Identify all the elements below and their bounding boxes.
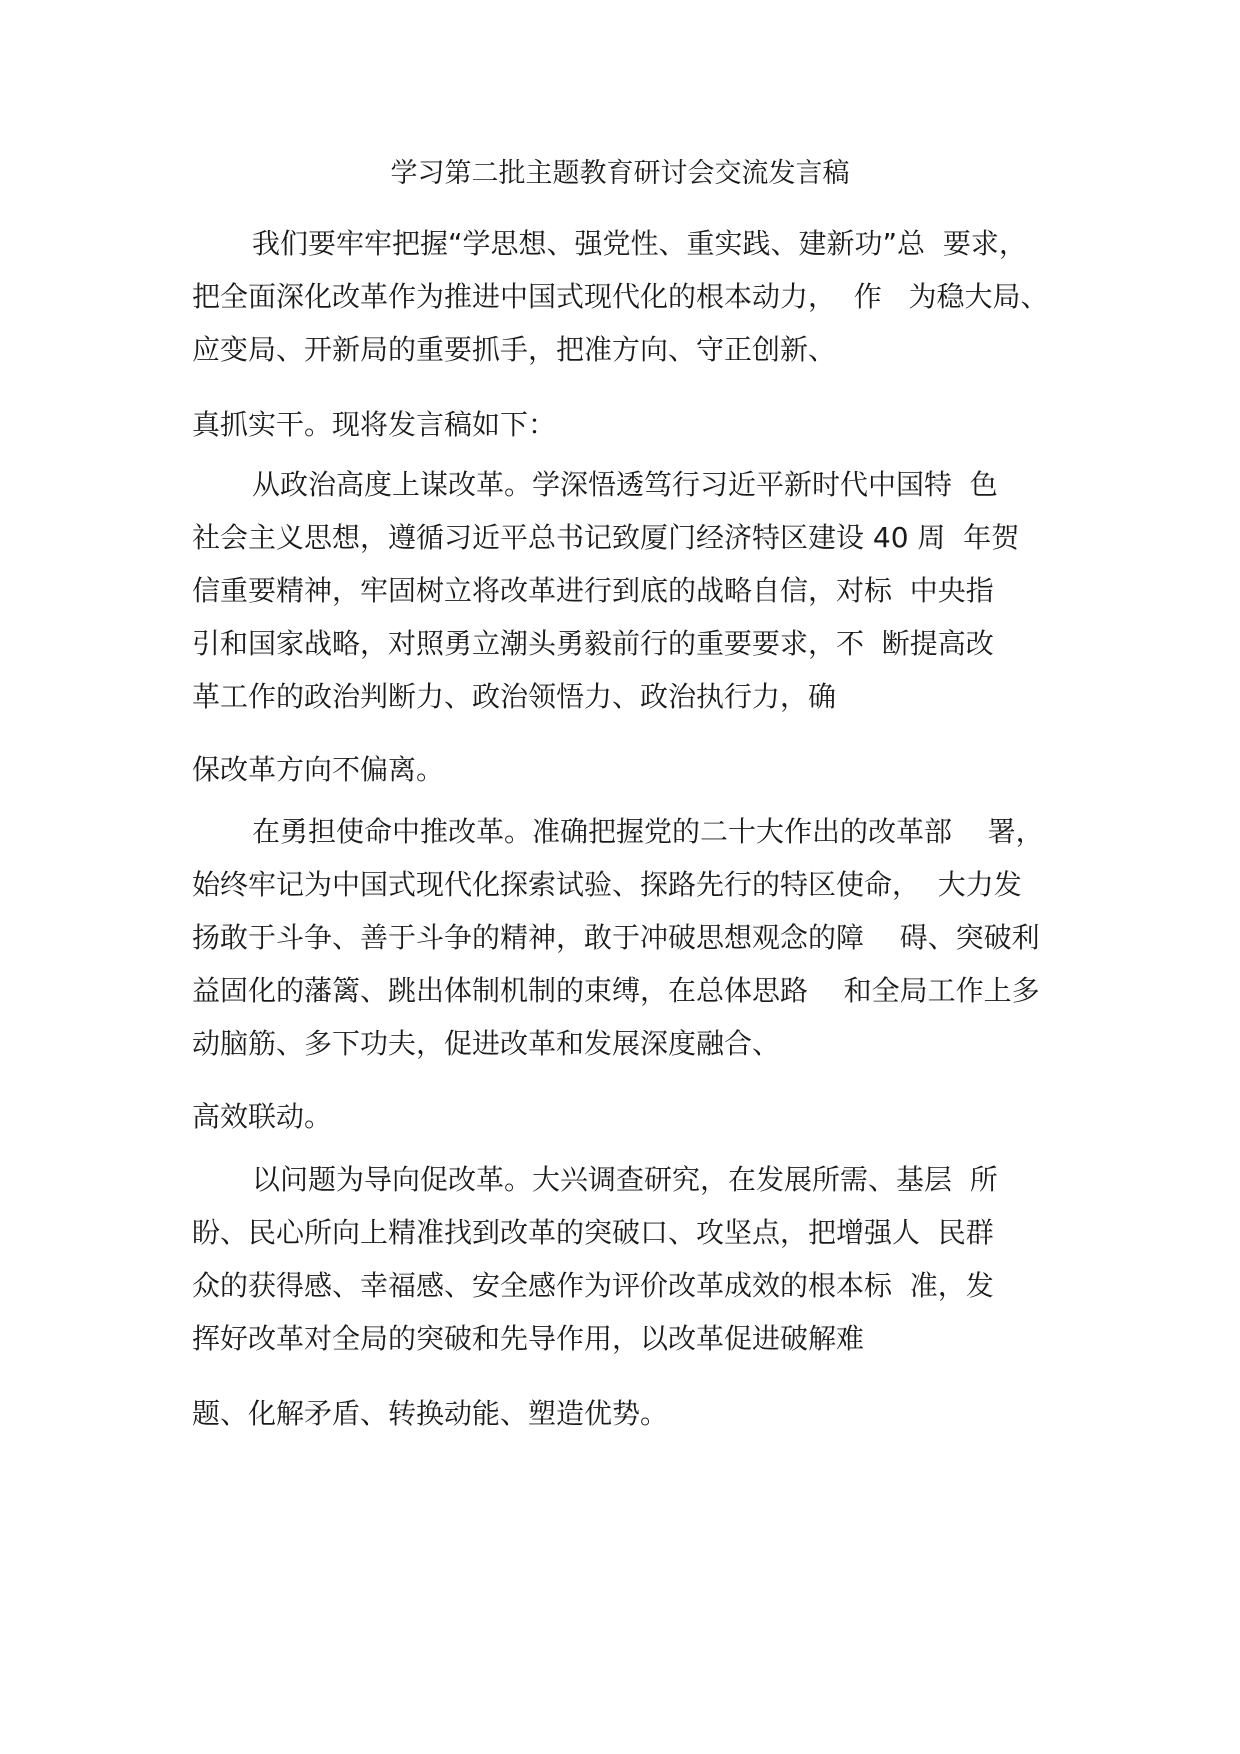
paragraph-1-line-2: 把全面深化改革作为推进中国式现代化的根本动力， 作 为稳大局、 [192, 280, 1049, 313]
paragraph-3-line-1: 在勇担使命中推改革。准确把握党的二十大作出的改革部 署， [252, 815, 1044, 848]
paragraph-3-line-5: 动脑筋、多下功夫，促进改革和发展深度融合、 [192, 1027, 781, 1060]
paragraph-2-line-5: 革工作的政治判断力、政治领悟力、政治执行力，确 [192, 680, 837, 713]
paragraph-2-line-4: 引和国家战略，对照勇立潮头勇毅前行的重要要求，不 断提高改 [192, 627, 994, 660]
paragraph-2-line-1: 从政治高度上谋改革。学深悟透笃行习近平新时代中国特 色 [252, 468, 998, 501]
paragraph-4-line-4: 挥好改革对全局的突破和先导作用，以改革促进破解难 [192, 1322, 865, 1355]
paragraph-4-line-3: 众的获得感、幸福感、安全感作为评价改革成效的根本标 准，发 [192, 1269, 994, 1302]
paragraph-2-line-2: 社会主义思想，遵循习近平总书记致厦门经济特区建设 40 周 年贺 [192, 521, 1020, 554]
paragraph-3-line-2: 始终牢记为中国式现代化探索试验、探路先行的特区使命， 大力发 [192, 868, 1022, 901]
paragraph-3-line-6: 高效联动。 [192, 1100, 333, 1133]
paragraph-1-line-3: 应变局、开新局的重要抓手，把准方向、守正创新、 [192, 333, 837, 366]
paragraph-3-line-3: 扬敢于斗争、善于斗争的精神，敢于冲破思想观念的障 碍、突破利 [192, 921, 1040, 954]
paragraph-2-line-6: 保改革方向不偏离。 [192, 753, 445, 786]
paragraph-2-line-3: 信重要精神，牢固树立将改革进行到底的战略自信，对标 中央指 [192, 574, 994, 607]
paragraph-1-line-1: 我们要牢牢把握“学思想、强党性、重实践、建新功”总 要求， [252, 227, 1027, 260]
paragraph-4-line-2: 盼、民心所向上精准找到改革的突破口、攻坚点，把增强人 民群 [192, 1216, 994, 1249]
paragraph-3-line-4: 益固化的藩篱、跳出体制机制的束缚，在总体思路 和全局工作上多 [192, 974, 1040, 1007]
paragraph-4-line-1: 以问题为导向促改革。大兴调查研究，在发展所需、基层 所 [252, 1163, 998, 1196]
document-title: 学习第二批主题教育研讨会交流发言稿 [390, 158, 850, 189]
paragraph-4-line-5: 题、化解矛盾、转换动能、塑造优势。 [192, 1397, 669, 1430]
paragraph-1-line-4: 真抓实干。现将发言稿如下： [192, 408, 557, 441]
